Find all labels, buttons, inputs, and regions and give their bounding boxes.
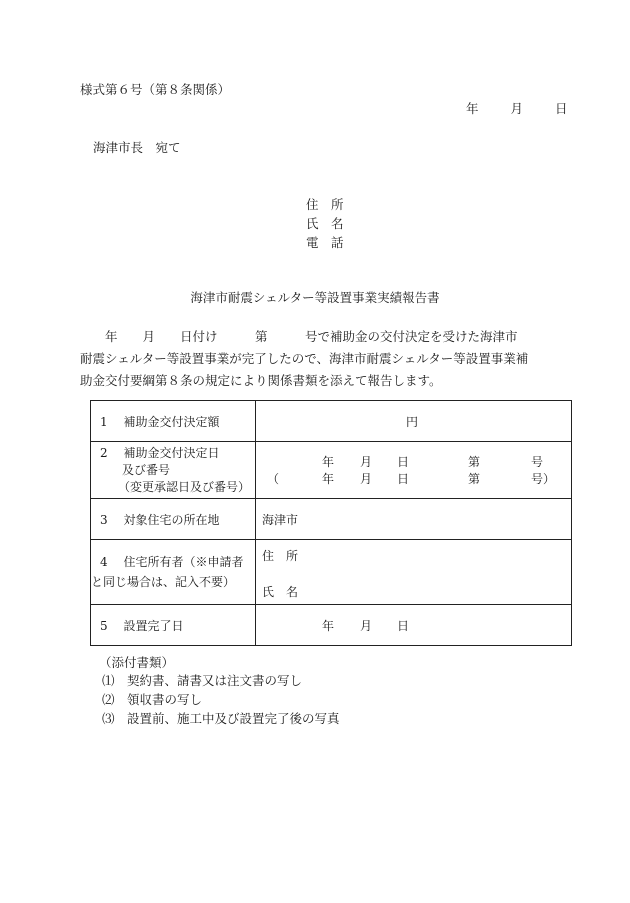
property-location-cell [256, 499, 572, 540]
completion-year: 年 [322, 619, 335, 633]
decision-year: 年 [322, 455, 335, 469]
form-number: 様式第６号（第８条関係） [80, 82, 231, 97]
report-date [466, 99, 567, 117]
addressee: 海津市長 宛て [93, 140, 181, 155]
change-dai: 第 [468, 472, 481, 486]
table-row [91, 605, 572, 646]
attachment-item: ⑵ 領収書の写し [102, 692, 203, 707]
yen-unit: 円 [406, 415, 419, 429]
date-month-label: 月 [510, 101, 523, 116]
owner-label-line2: と同じ場合は、記入不要） [91, 575, 236, 589]
change-open-paren: （ [267, 472, 280, 486]
owner-label-line1: 4 住宅所有者（※申請者 [100, 555, 244, 569]
change-month: 月 [360, 472, 373, 486]
applicant-phone-label: 電 話 [306, 235, 344, 250]
completion-date-label: 5 設置完了日 [91, 605, 256, 646]
applicant-name-label: 氏 名 [306, 216, 344, 231]
grant-decision-cell [256, 442, 572, 499]
grant-decision-label [91, 442, 256, 499]
owner-name-label: 氏 名 [262, 585, 299, 599]
completion-date-cell [256, 605, 572, 646]
decision-month: 月 [360, 455, 373, 469]
body-paragraph [80, 326, 560, 392]
date-year-label: 年 [466, 101, 479, 116]
change-year: 年 [322, 472, 335, 486]
change-go-close: 号） [531, 472, 556, 486]
grant-amount-label: 1 補助金交付決定額 [91, 401, 256, 442]
body-line: 耐震シェルター等設置事業が完了したので、海津市耐震シェルター等設置事業補 [80, 351, 529, 366]
owner-cell [256, 540, 572, 605]
decision-go: 号 [531, 455, 544, 469]
applicant-address-label: 住 所 [306, 197, 344, 212]
table-row [91, 540, 572, 605]
grant-amount-cell [256, 401, 572, 442]
grant-decision-label-line1: 2 補助金交付決定日 [100, 445, 220, 460]
property-city: 海津市 [262, 512, 299, 527]
date-day-label: 日 [554, 101, 568, 116]
attachment-item: ⑴ 契約書、請書又は注文書の写し [102, 673, 303, 688]
completion-month: 月 [360, 619, 373, 633]
change-day: 日 [397, 472, 410, 486]
table-row [91, 401, 572, 442]
owner-address-label: 住 所 [262, 549, 299, 563]
grant-decision-label-line2: 及び番号 [122, 462, 171, 477]
property-location-label: 3 対象住宅の所在地 [91, 499, 256, 540]
report-table [90, 400, 572, 646]
table-row [91, 442, 572, 499]
decision-dai: 第 [468, 455, 481, 469]
attachment-item: ⑶ 設置前、施工中及び設置完了後の写真 [102, 711, 340, 726]
body-line: 助金交付要綱第８条の規定により関係書類を添えて報告します。 [80, 373, 442, 388]
owner-label [91, 540, 256, 605]
decision-day: 日 [397, 455, 410, 469]
document-title: 海津市耐震シェルター等設置事業実績報告書 [190, 290, 440, 305]
attachments-title: （添付書類） [99, 655, 175, 670]
body-line: 年 月 日付け 第 号で補助金の交付決定を受けた海津市 [80, 329, 518, 344]
table-row [91, 499, 572, 540]
completion-day: 日 [397, 619, 410, 633]
grant-decision-label-line3: （変更承認日及び番号） [118, 479, 251, 494]
